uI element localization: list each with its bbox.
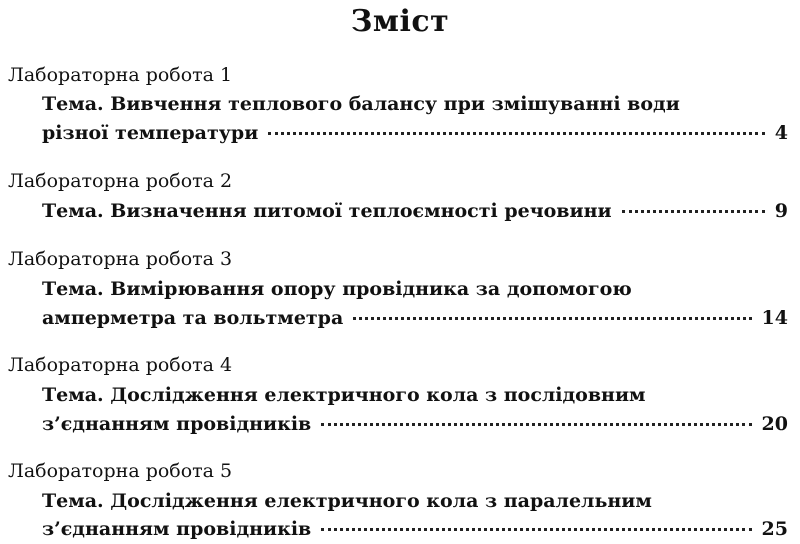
lab-heading: Лабораторна робота 1 xyxy=(8,64,233,86)
topic-text: Тема. Визначення питомої теплоємності речовини xyxy=(42,200,612,222)
page-number: 20 xyxy=(761,413,788,435)
topic-last-line[interactable] xyxy=(42,413,788,435)
dot-leader xyxy=(321,528,751,531)
topic-line: Тема. Вивчення теплового балансу при змішуванні води xyxy=(42,93,680,115)
dot-leader xyxy=(321,423,751,426)
lab-heading: Лабораторна робота 5 xyxy=(8,460,233,482)
lab-heading: Лабораторна робота 2 xyxy=(8,170,233,192)
dot-leader xyxy=(353,317,751,320)
page-title: Зміст xyxy=(350,4,450,39)
topic-last-line[interactable] xyxy=(42,307,788,329)
topic-last-line[interactable] xyxy=(42,200,788,222)
page-number: 9 xyxy=(774,200,788,222)
lab-heading: Лабораторна робота 4 xyxy=(8,354,233,376)
page-number: 14 xyxy=(761,307,788,329)
lab-heading: Лабораторна робота 3 xyxy=(8,248,233,270)
topic-last-line[interactable] xyxy=(42,518,788,540)
topic-line: Тема. Дослідження електричного кола з послідовним xyxy=(42,384,646,406)
topic-text: з’єднанням провідників xyxy=(42,518,312,540)
topic-text: амперметра та вольтметра xyxy=(42,307,344,329)
topic-last-line[interactable] xyxy=(42,122,788,144)
page-number: 25 xyxy=(761,518,788,540)
topic-line: Тема. Вимірювання опору провідника за допомогою xyxy=(42,278,632,300)
page-number: 4 xyxy=(774,122,788,144)
dot-leader xyxy=(268,132,764,135)
topic-text: з’єднанням провідників xyxy=(42,413,312,435)
dot-leader xyxy=(622,210,765,213)
topic-line: Тема. Дослідження електричного кола з паралельним xyxy=(42,490,652,512)
topic-text: різної температури xyxy=(42,122,259,144)
